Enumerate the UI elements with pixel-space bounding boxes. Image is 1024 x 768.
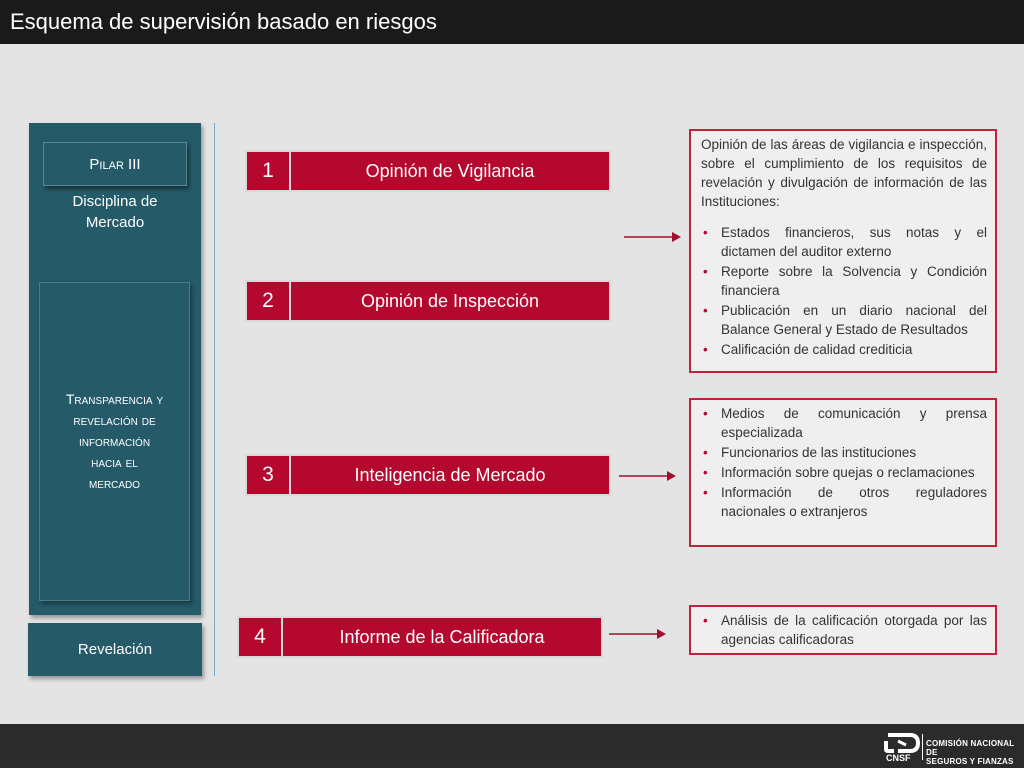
item-label: Opinión de Vigilancia [365,161,535,181]
item-informe-calificadora [237,616,603,658]
logo-divider [922,734,923,760]
item-number: 2 [247,282,291,320]
revelation-label: Revelación [77,641,153,658]
transparency-line: Transparencia y [65,391,164,407]
transparency-line: información [78,433,151,449]
list-item: • Funcionarios de las instituciones [701,443,987,462]
bullet-list [701,611,987,649]
slide-title-bar [0,0,1024,44]
transparency-text [39,389,190,494]
pillar-label: Pilar III [89,156,141,173]
list-item: • Análisis de la calificación otorgada por las agencias calificadoras [701,611,987,649]
item-opinion-inspeccion [245,280,611,322]
list-item: • Publicación en un diario nacional del Balance General y Estado de Resultados [701,301,987,339]
list-item: • Información de otros reguladores nacionales o extranjeros [701,483,987,521]
logo-text-line: COMISIÓN NACIONAL DE [926,739,1015,757]
transparency-line: mercado [88,475,141,491]
calificadora-details-box [689,605,997,655]
divider-line [214,123,215,676]
list-item: • Calificación de calidad crediticia [701,340,987,359]
pillar-description-line: Mercado [85,214,145,231]
transparency-line: revelación de [73,412,156,428]
item-inteligencia-mercado [245,454,611,496]
arrow-right-icon [609,627,667,641]
revelation-box [28,623,202,676]
mercado-details-box [689,398,997,547]
bullet-list [701,404,987,521]
list-item: • Medios de comunicación y prensa especializada [701,404,987,442]
logo-acronym: CNSF [886,753,911,763]
cnsf-logo-icon [884,731,922,755]
item-label: Opinión de Inspección [360,291,540,311]
vigilancia-details-box [689,129,997,373]
pillar-description [29,191,201,233]
item-label: Inteligencia de Mercado [354,465,546,485]
item-number: 4 [239,618,283,656]
transparency-line: hacia el [91,454,138,470]
pillar-description-line: Disciplina de [72,193,158,210]
logo-text [926,739,1024,766]
slide-title: Esquema de supervisión basado en riesgos [10,9,437,34]
list-item: • Estados financieros, sus notas y el dictamen del auditor externo [701,223,987,261]
arrow-right-icon [619,469,677,483]
bullet-list [701,223,987,359]
item-number: 3 [247,456,291,494]
item-number: 1 [247,152,291,190]
logo-text-line: SEGUROS Y FIANZAS [926,757,1014,766]
box-intro-text: Opinión de las áreas de vigilancia e inspección, sobre el cumplimiento de los requisitos de revelación y divulgación de información de las Instituciones: [701,137,987,209]
arrow-right-icon [624,230,682,244]
item-label: Informe de la Calificadora [339,627,545,647]
pillar-label-box [43,142,187,186]
list-item: • Información sobre quejas o reclamaciones [701,463,987,482]
footer-bar [0,724,1024,768]
item-opinion-vigilancia [245,150,611,192]
list-item: • Reporte sobre la Solvencia y Condición financiera [701,262,987,300]
